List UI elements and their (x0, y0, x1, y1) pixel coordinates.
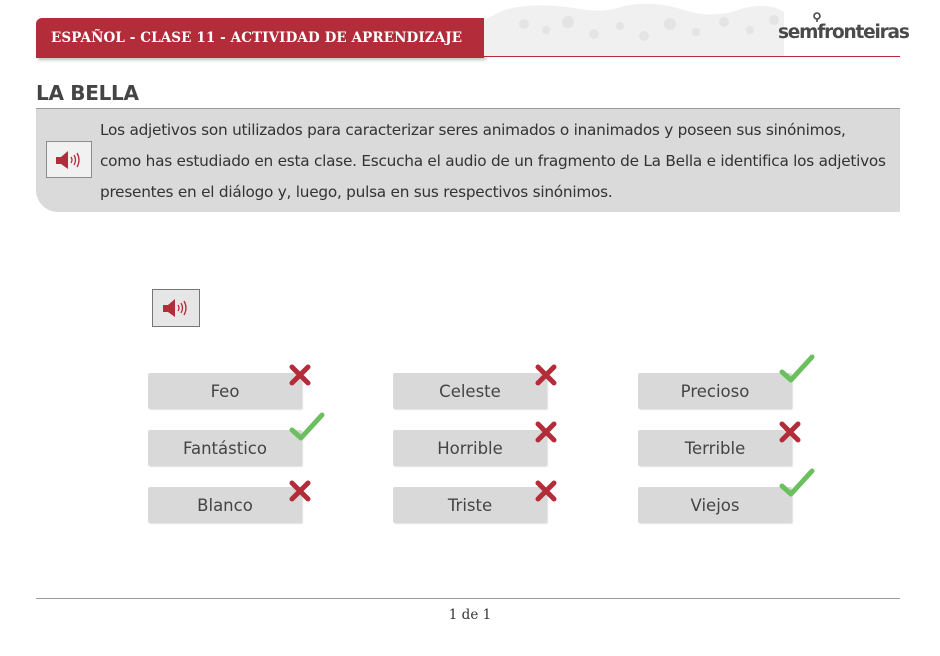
incorrect-x-icon (289, 480, 311, 502)
option-label: Blanco (197, 495, 253, 515)
pagination-label: 1 de 1 (448, 607, 492, 623)
incorrect-x-icon (535, 421, 557, 443)
option-label: Viejos (690, 495, 740, 515)
option-label: Feo (210, 381, 240, 401)
footer-divider (36, 598, 900, 599)
option-button-celeste[interactable] (393, 373, 547, 409)
correct-check-icon (289, 412, 325, 442)
option-button-terrible[interactable] (638, 430, 792, 466)
incorrect-x-icon (535, 480, 557, 502)
option-button-blanco[interactable] (148, 487, 302, 523)
instructions-panel (36, 108, 900, 212)
world-map-background (484, 0, 784, 56)
option-label: Horrible (437, 438, 503, 458)
option-button-viejos[interactable] (638, 487, 792, 523)
incorrect-x-icon (779, 421, 801, 443)
speaker-icon (53, 148, 85, 172)
brand-logo-text: semfronteiras (778, 22, 909, 43)
instructions-text: Los adjetivos son utilizados para caracterizar seres animados o inanimados y poseen sus sinónimos, como has estudiado en esta clase. Escucha el audio de un fragmento de La Bella e identifica los adjetivos presentes en el diálogo y, luego, pulsa en sus respectivos sinónimos. (100, 121, 886, 201)
option-label: Precioso (680, 381, 750, 401)
option-label: Triste (447, 495, 493, 515)
speaker-icon (160, 296, 192, 320)
instructions-audio-button[interactable] (46, 141, 92, 178)
course-banner-text: ESPAÑOL - CLASE 11 - ACTIVIDAD DE APRENDIZAJE (51, 30, 463, 46)
option-label: Fantástico (183, 438, 267, 458)
header-divider (484, 56, 900, 57)
option-label: Celeste (439, 381, 501, 401)
brand-logo (778, 14, 909, 46)
option-label: Terrible (684, 438, 746, 458)
incorrect-x-icon (289, 364, 311, 386)
option-button-triste[interactable] (393, 487, 547, 523)
option-button-precioso[interactable] (638, 373, 792, 409)
correct-check-icon (779, 354, 815, 384)
option-button-fantastico[interactable] (148, 430, 302, 466)
course-banner (36, 18, 484, 58)
location-pin-icon (812, 12, 822, 22)
activity-title: LA BELLA (36, 81, 139, 105)
option-button-feo[interactable] (148, 373, 302, 409)
dialog-audio-button[interactable] (152, 289, 200, 327)
correct-check-icon (779, 468, 815, 498)
option-button-horrible[interactable] (393, 430, 547, 466)
incorrect-x-icon (535, 364, 557, 386)
